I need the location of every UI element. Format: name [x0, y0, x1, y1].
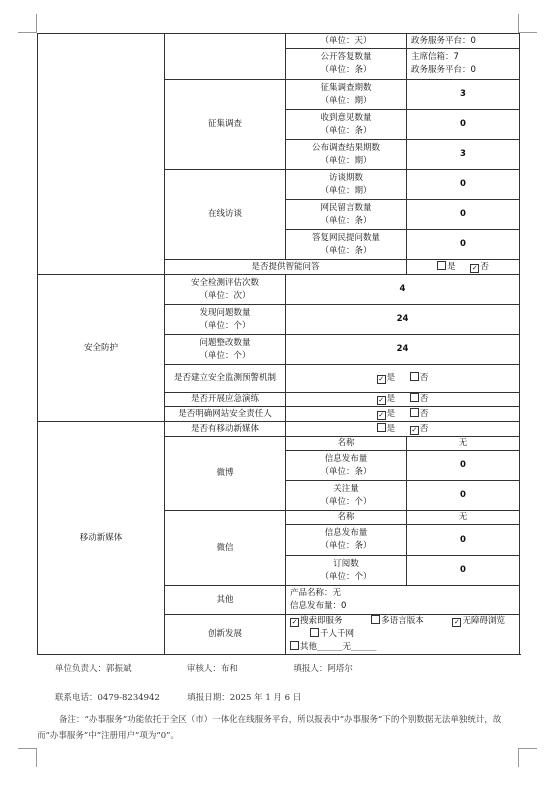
- interview-item-value: 0: [407, 170, 520, 200]
- checkbox-checked-icon[interactable]: ✓: [411, 425, 418, 434]
- security-item-value: 4: [286, 275, 520, 305]
- contact-line: [55, 691, 301, 703]
- checkbox-empty-icon[interactable]: [437, 261, 446, 270]
- continued-group-cell: [165, 34, 286, 80]
- other-media-values: 产品名称：无 信息发布量：0: [286, 586, 520, 615]
- security-item-label: 问题整改数量 （单位：个）: [165, 335, 286, 365]
- interview-item-value: 0: [407, 200, 520, 230]
- filler: 填报人：阿塔尔: [293, 664, 353, 674]
- interview-item-label: 访谈期数 （单位：期）: [286, 170, 407, 200]
- interview-group-label: 在线访谈: [165, 170, 286, 260]
- survey-item-label: 征集调查期数 （单位：期）: [286, 80, 407, 110]
- survey-item-label: 公布调查结果期数 （单位：期）: [286, 140, 407, 170]
- security-check-options: ✓ 是 否: [286, 393, 520, 407]
- weibo-item-label: 信息发布量 （单位：条）: [286, 451, 407, 481]
- has-media-options: 是 ✓ 否: [286, 422, 520, 437]
- survey-item-value: 3: [407, 80, 520, 110]
- survey-item-value: 3: [407, 140, 520, 170]
- wechat-item-label: 信息发布量 （单位：条）: [286, 525, 407, 556]
- survey-item-value: 0: [407, 110, 520, 140]
- security-item-label: 安全检测评估次数 （单位：次）: [165, 275, 286, 305]
- wechat-item-value: 0: [407, 556, 520, 586]
- checkbox-checked-icon[interactable]: ✓: [378, 396, 385, 404]
- checkbox-empty-icon[interactable]: [377, 423, 386, 432]
- unit-cell: （单位：天）: [286, 34, 407, 49]
- wechat-item-label: 订阅数 （单位：个）: [286, 556, 407, 586]
- crop-mark-bottom-right: [518, 748, 537, 767]
- platform-cell: 政务服务平台：0: [407, 34, 520, 49]
- weibo-name-label: 名称: [286, 437, 407, 451]
- wechat-name-label: 名称: [286, 511, 407, 525]
- interview-item-label: 网民留言数量 （单位：条）: [286, 200, 407, 230]
- has-media-label: 是否有移动新媒体: [165, 422, 286, 437]
- contact-phone: 联系电话：0479-8234942: [55, 693, 160, 703]
- checkbox-checked-icon[interactable]: ✓: [378, 375, 385, 383]
- wechat-name-value: 无: [407, 511, 520, 525]
- security-group-label: 安全防护: [38, 275, 165, 422]
- checkbox-checked-icon[interactable]: ✓: [378, 410, 385, 419]
- checkbox-empty-icon[interactable]: [290, 641, 299, 650]
- weibo-item-label: 关注量 （单位：个）: [286, 481, 407, 511]
- remark-note: 备注：“办事服务”功能依托于全区（市）一体化在线服务平台，所以报表中“办事服务”下的个别数据无法单独统计，故而“办事服务”中“注册用户”项为“0”。: [37, 715, 502, 741]
- interview-item-label: 答复网民提问数量 （单位：条）: [286, 230, 407, 260]
- crop-mark-top-right: [518, 14, 537, 33]
- security-check-options: ✓ 是 否: [286, 407, 520, 422]
- statistics-table: [37, 33, 520, 655]
- wechat-label: 微信: [165, 511, 286, 586]
- checkbox-empty-icon[interactable]: [310, 628, 319, 637]
- public-reply-label: 公开答复数量 （单位：条）: [286, 49, 407, 80]
- security-check-label: 是否开展应急演练: [165, 393, 286, 407]
- checkbox-empty-icon[interactable]: [410, 393, 419, 402]
- checkbox-checked-icon[interactable]: ✓: [291, 618, 298, 626]
- checkbox-checked-icon[interactable]: ✓: [454, 618, 460, 626]
- reviewer: 审核人：布和: [186, 664, 238, 674]
- security-item-value: 24: [286, 335, 520, 365]
- security-check-options: ✓ 是 否: [286, 365, 520, 393]
- checkbox-empty-icon[interactable]: [410, 372, 419, 381]
- security-check-label: 是否建立安全监测预警机制: [165, 365, 286, 393]
- checkbox-empty-icon[interactable]: [371, 615, 380, 624]
- innovation-group-label: 创新发展: [165, 615, 286, 655]
- security-item-label: 发现问题数量 （单位：个）: [165, 305, 286, 335]
- interview-item-value: 0: [407, 230, 520, 260]
- smart-qa-options: 是 ✓ 否: [407, 260, 520, 275]
- checkbox-checked-icon[interactable]: ✓: [471, 263, 478, 272]
- crop-mark-top-left: [18, 14, 37, 33]
- survey-item-label: 收到意见数量 （单位：条）: [286, 110, 407, 140]
- public-reply-values: 主席信箱：7 政务服务平台：0: [407, 49, 520, 80]
- crop-mark-bottom-left: [18, 748, 37, 767]
- security-check-label: 是否明确网站安全责任人: [165, 407, 286, 422]
- innovation-options: ✓ 搜索即服务 多语言版本 ✓ 无障碍浏览 千人千网 其他______无______: [286, 615, 520, 655]
- security-item-value: 24: [286, 305, 520, 335]
- weibo-item-value: 0: [407, 451, 520, 481]
- fill-date: 填报日期：2025 年 1 月 6 日: [187, 693, 302, 703]
- weibo-label: 微博: [165, 437, 286, 511]
- signatories-line: [55, 662, 353, 674]
- media-group-label: 移动新媒体: [38, 422, 165, 655]
- weibo-name-value: 无: [407, 437, 520, 451]
- survey-group-label: 征集调查: [165, 80, 286, 170]
- unit-leader: 单位负责人：郭振斌: [55, 664, 132, 674]
- smart-qa-label: 是否提供智能问答: [165, 260, 407, 275]
- continued-section-cell: [38, 34, 165, 275]
- other-media-label: 其他: [165, 586, 286, 615]
- wechat-item-value: 0: [407, 525, 520, 556]
- checkbox-empty-icon[interactable]: [410, 408, 419, 417]
- weibo-item-value: 0: [407, 481, 520, 511]
